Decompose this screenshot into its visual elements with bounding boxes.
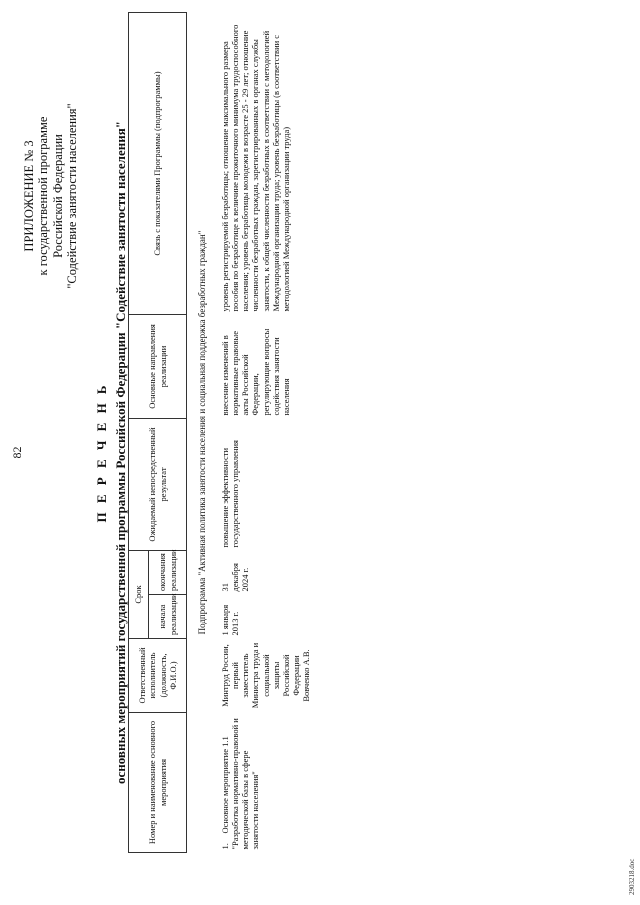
page-number: 82 bbox=[10, 446, 24, 459]
start-date-cell: 1 января 2013 г. bbox=[219, 604, 240, 636]
header-link: Связь с показателями Программы (подпрограммы) bbox=[129, 13, 187, 315]
header-term-start: начала реализации bbox=[149, 595, 187, 639]
directions-cell: внесение изменений в нормативные правовые акты Российской Федерации, регулирующие вопросы содействия занятости населения bbox=[219, 328, 291, 416]
table-row bbox=[218, 13, 314, 853]
measure-name-cell bbox=[218, 713, 314, 853]
document-subtitle: основных мероприятий государственной программы Российской Федерации "Содействие занятости населения" bbox=[113, 121, 128, 784]
measure-name: Основное мероприятие 1.1 "Разработка нормативно-правовой и методической базы в сфере занятости населения" bbox=[219, 718, 261, 850]
header-term-end: окончания реализации bbox=[149, 551, 187, 595]
appendix-line-1: ПРИЛОЖЕНИЕ № 3 bbox=[22, 140, 36, 252]
end-date-cell: 31 декабря 2024 г. bbox=[219, 563, 251, 592]
expected-result-cell: повышение эффективности государственного управления bbox=[219, 440, 240, 548]
appendix-block bbox=[22, 16, 80, 376]
appendix-line-3: Российской Федерации bbox=[50, 134, 65, 258]
executor-cell: Минтруд России, первый заместитель Министра труда и социальной защиты Российской Федерации Вовченко А.В. bbox=[219, 642, 312, 709]
header-number-name: Номер и наименование основного мероприятия bbox=[129, 713, 187, 853]
header-expected-result: Ожидаемый непосредственный результат bbox=[129, 419, 187, 551]
appendix-line-2: к государственной программе bbox=[36, 116, 51, 276]
file-name: 2903218.doc bbox=[628, 858, 636, 895]
link-cell: уровень регистрируемой безработицы; отношение максимального размера пособия по безработице к величине прожиточного минимума трудоспособного населения; уровень безработицы молодежи в возрасте 25 - 29 лет; отношение численности безработных граждан, зарегистрированных в органах службы занятости, к общей численности безработных в соответствии с методологией Международной организации труда; уровень безработицы (в соответствии с методологией Международной организации труда) bbox=[219, 24, 291, 312]
header-executor: Ответственный исполнитель (должность, Ф.И.О.) bbox=[129, 639, 187, 713]
subprogram-title: Подпрограмма "Активная политика занятости населения и социальная поддержка безработных граждан" bbox=[197, 230, 207, 635]
header-term: Срок bbox=[129, 551, 149, 639]
appendix-line-4: "Содействие занятости населения" bbox=[65, 103, 80, 289]
header-directions: Основные направления реализации bbox=[129, 315, 187, 419]
measures-table bbox=[128, 12, 313, 853]
document-heading: П Е Р Е Ч Е Н Ь bbox=[94, 382, 109, 523]
row-number: 1. bbox=[219, 843, 230, 850]
